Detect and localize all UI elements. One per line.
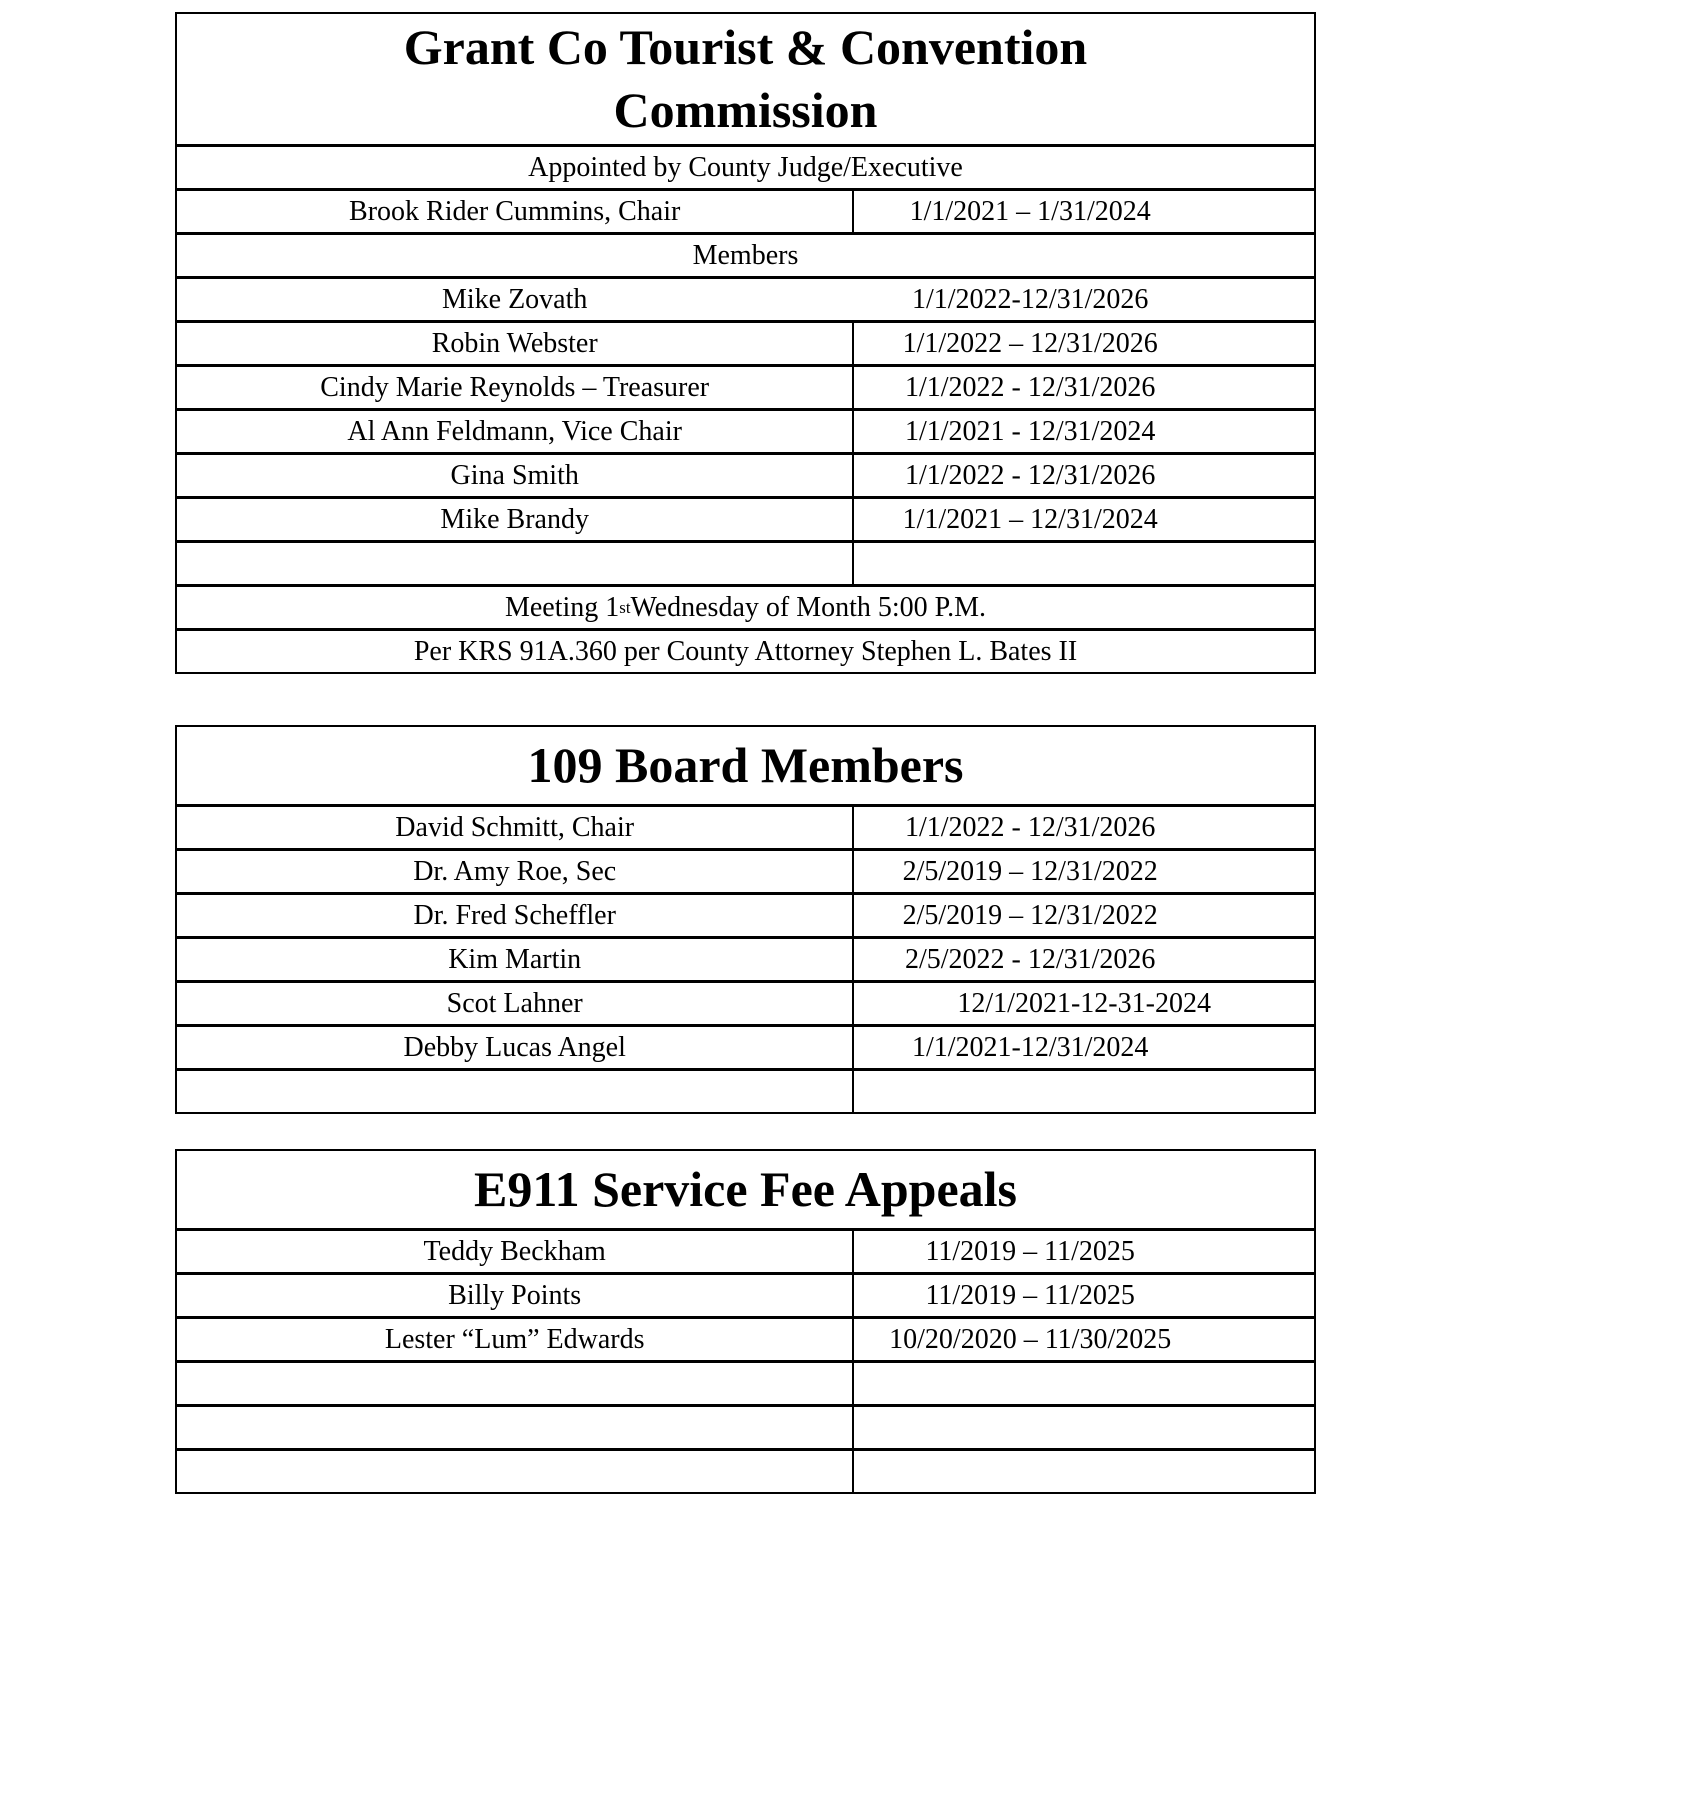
members-header-row xyxy=(177,232,1314,276)
member-name-cell xyxy=(177,543,852,584)
empty-row xyxy=(177,1360,1314,1404)
member-row xyxy=(177,848,1314,892)
member-row xyxy=(177,804,1314,848)
member-name-cell xyxy=(177,1451,852,1492)
empty-row xyxy=(177,1068,1314,1112)
e911-appeals-title: E911 Service Fee Appeals xyxy=(474,1161,1017,1217)
member-name-cell: Debby Lucas Angel xyxy=(403,1031,626,1063)
member-name-cell: Teddy Beckham xyxy=(423,1235,606,1267)
appointed-by-row xyxy=(177,144,1314,188)
tourist-commission-title xyxy=(177,14,1314,144)
member-row xyxy=(177,496,1314,540)
title-line-2: Commission xyxy=(613,82,878,138)
member-name-cell: Dr. Fred Scheffler xyxy=(413,899,616,931)
empty-row xyxy=(177,540,1314,584)
member-name-cell xyxy=(177,1407,852,1448)
member-row xyxy=(177,408,1314,452)
term-cell: 1/1/2021 - 12/31/2024 xyxy=(852,411,1314,452)
term-cell: 2/5/2019 – 12/31/2022 xyxy=(852,895,1314,936)
member-name-cell: David Schmitt, Chair xyxy=(395,811,635,843)
member-name-cell: Scot Lahner xyxy=(446,987,583,1019)
member-name-cell: Mike Zovath xyxy=(441,283,588,315)
term-cell: 2/5/2022 - 12/31/2026 xyxy=(852,939,1314,980)
term-cell xyxy=(852,1451,1314,1492)
member-name-cell: Mike Brandy xyxy=(440,503,589,535)
term-cell: 10/20/2020 – 11/30/2025 xyxy=(852,1319,1314,1360)
term-cell: 1/1/2022-12/31/2026 xyxy=(911,283,1149,315)
meeting-note-row xyxy=(177,584,1314,628)
member-row xyxy=(177,364,1314,408)
member-name-cell: Cindy Marie Reynolds – Treasurer xyxy=(320,371,710,403)
term-cell: 11/2019 – 11/2025 xyxy=(852,1231,1314,1272)
term-cell: 1/1/2021-12/31/2024 xyxy=(852,1027,1314,1068)
empty-row xyxy=(177,1448,1314,1492)
member-row xyxy=(177,320,1314,364)
meeting-note-suffix: Wednesday of Month 5:00 P.M. xyxy=(630,591,987,623)
term-cell: 11/2019 – 11/2025 xyxy=(852,1275,1314,1316)
member-name-cell: Robin Webster xyxy=(431,327,598,359)
term-cell: 1/1/2022 – 12/31/2026 xyxy=(852,323,1314,364)
member-row xyxy=(177,980,1314,1024)
chair-row xyxy=(177,188,1314,232)
term-cell xyxy=(852,1407,1314,1448)
member-row xyxy=(177,452,1314,496)
meeting-note-prefix: Meeting 1 xyxy=(504,591,620,623)
member-row xyxy=(177,936,1314,980)
member-name-cell: Kim Martin xyxy=(448,943,582,975)
member-row xyxy=(177,1272,1314,1316)
term-cell: 12/1/2021-12-31-2024 xyxy=(852,983,1314,1024)
members-header-label: Members xyxy=(692,239,799,271)
member-name-cell: Al Ann Feldmann, Vice Chair xyxy=(347,415,682,447)
term-cell xyxy=(852,543,1314,584)
member-row xyxy=(177,276,1314,320)
tourist-commission-table xyxy=(175,12,1316,674)
title-line-1: Grant Co Tourist & Convention xyxy=(403,19,1088,75)
term-cell: 1/1/2022 - 12/31/2026 xyxy=(852,455,1314,496)
member-name-cell: Lester “Lum” Edwards xyxy=(384,1323,645,1355)
member-row xyxy=(177,1316,1314,1360)
term-cell xyxy=(852,1363,1314,1404)
member-name-cell: Billy Points xyxy=(448,1279,582,1311)
term-cell: 1/1/2021 – 12/31/2024 xyxy=(852,499,1314,540)
term-cell: 1/1/2021 – 1/31/2024 xyxy=(852,191,1314,232)
e911-appeals-table xyxy=(175,1149,1316,1494)
board-109-title: 109 Board Members xyxy=(527,737,964,793)
term-cell xyxy=(852,1071,1314,1112)
member-name-cell xyxy=(177,1363,852,1404)
term-cell: 2/5/2019 – 12/31/2022 xyxy=(852,851,1314,892)
term-cell: 1/1/2022 - 12/31/2026 xyxy=(852,367,1314,408)
term-cell: 1/1/2022 - 12/31/2026 xyxy=(852,807,1314,848)
board-109-table xyxy=(175,725,1316,1114)
statute-row xyxy=(177,628,1314,672)
member-row xyxy=(177,1024,1314,1068)
member-row xyxy=(177,892,1314,936)
statute-label: Per KRS 91A.360 per County Attorney Stephen L. Bates II xyxy=(413,635,1078,667)
member-name-cell: Dr. Amy Roe, Sec xyxy=(413,855,617,887)
meeting-note-label: Meeting 1 st Wednesday of Month 5:00 P.M. xyxy=(504,591,987,623)
member-row xyxy=(177,1228,1314,1272)
appointed-by-label: Appointed by County Judge/Executive xyxy=(528,151,963,183)
member-name-cell: Brook Rider Cummins, Chair xyxy=(349,195,681,227)
member-name-cell xyxy=(177,1071,852,1112)
member-name-cell: Gina Smith xyxy=(450,459,579,491)
empty-row xyxy=(177,1404,1314,1448)
